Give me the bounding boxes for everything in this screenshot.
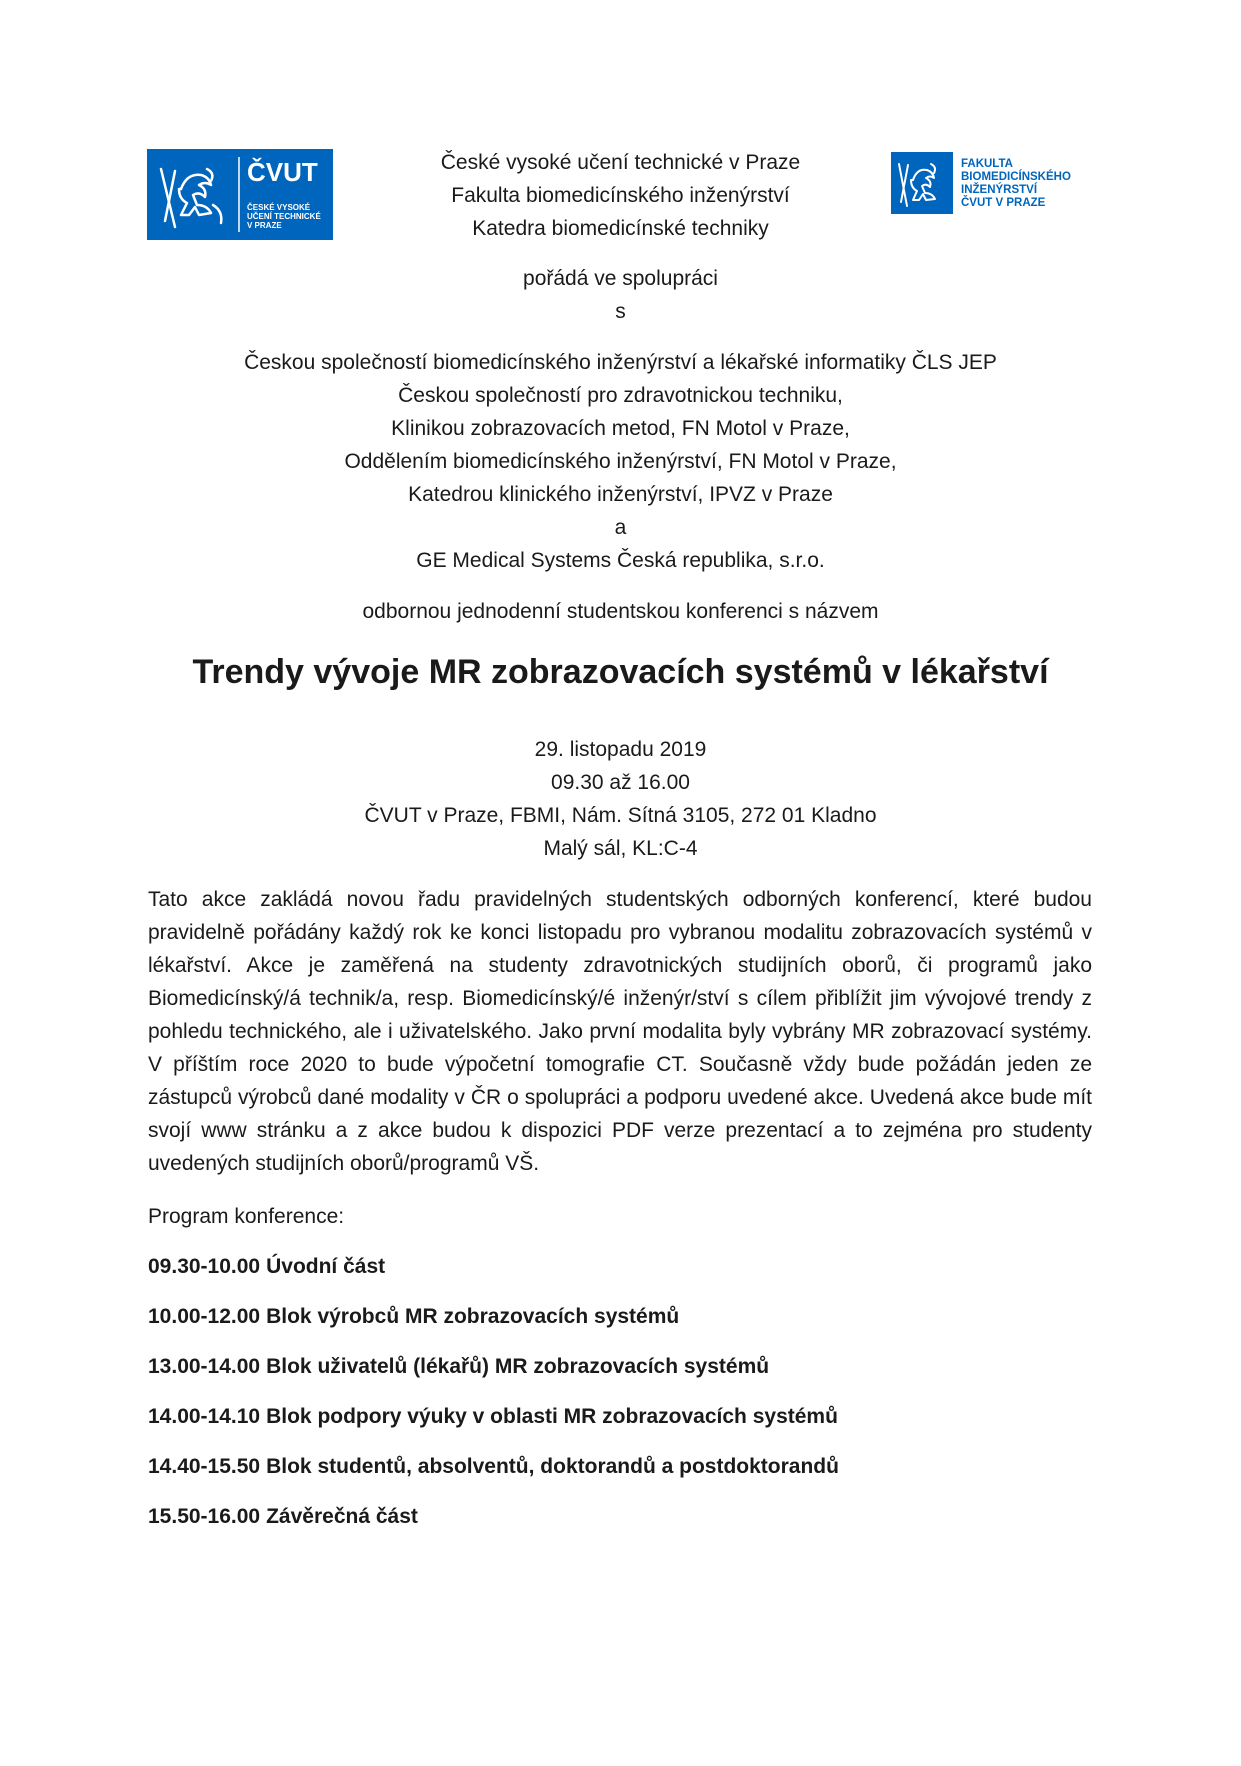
svg-text:BIOMEDICÍNSKÉHO: BIOMEDICÍNSKÉHO: [961, 171, 1071, 183]
program-item: [148, 1255, 385, 1279]
partner-line: Českou společností pro zdravotnickou techniku,: [398, 384, 843, 407]
svg-text:ČVUT: ČVUT: [247, 157, 318, 187]
partner-line: a: [614, 516, 627, 539]
program-item-name: Závěrečná část: [266, 1505, 418, 1528]
event-date: 29. listopadu 2019: [534, 738, 707, 761]
program-item-time: 10.00-12.00: [148, 1305, 261, 1328]
program-item-time: 14.00-14.10: [148, 1405, 261, 1428]
program-item-name: Blok podpory výuky v oblasti MR zobrazovacích systémů: [266, 1405, 838, 1428]
description-paragraph: Tato akce zakládá novou řadu pravidelných studentských odborných konferencí, které budou pravidelně pořádány každý rok ke konci listopadu pro vybranou modalitu zobrazovacích systémů v lékařství. Akce je zaměřená na studenty zdravotnických studijních oborů, či programů jako Biomedicínský/á technik/a, resp. Biomedicínský/é inženýr/ství s cílem přiblížit jim vývojové trendy z pohledu technického, ale i uživatelského. Jako první modalita byly vybrány MR zobrazovací systémy. V příštím roce 2020 to bude výpočetní tomografie CT. Současně vždy bude požádán jeden ze zástupců výrobců dané modality v ČR o spolupráci a podporu uvedené akce. Uvedená akce bude mít svojí www stránku a z akce budou k dispozici PDF verze prezentací a to zejména pro studenty uvedených studijních oborů/programů VŠ.: [148, 888, 1092, 1175]
program-item-name: Úvodní část: [266, 1255, 386, 1278]
partner-line: GE Medical Systems Česká republika, s.r.o.: [416, 549, 825, 572]
svg-text:UČENÍ TECHNICKÉ: UČENÍ TECHNICKÉ: [247, 212, 321, 221]
program-item-time: 09.30-10.00: [148, 1255, 261, 1278]
svg-text:INŽENÝRSTVÍ: INŽENÝRSTVÍ: [961, 184, 1038, 196]
partner-line: Českou společností biomedicínského inženýrství a lékařské informatiky ČLS JEP: [244, 351, 997, 374]
event-room: Malý sál, KL:C-4: [543, 837, 698, 860]
svg-text:ČVUT V PRAZE: ČVUT V PRAZE: [961, 197, 1046, 209]
program-item: [148, 1505, 418, 1529]
header-faculty: Fakulta biomedicínského inženýrství: [451, 184, 790, 207]
svg-text:FAKULTA: FAKULTA: [961, 158, 1013, 170]
header-university: České vysoké učení technické v Praze: [440, 151, 801, 174]
svg-text:ČESKÉ VYSOKÉ: ČESKÉ VYSOKÉ: [247, 203, 311, 212]
program-item-name: Blok uživatelů (lékařů) MR zobrazovacích systémů: [266, 1355, 770, 1378]
event-time: 09.30 až 16.00: [551, 771, 690, 794]
program-item-time: 15.50-16.00: [148, 1505, 261, 1528]
program-item: [148, 1455, 839, 1479]
header-department: Katedra biomedicínské techniky: [472, 217, 769, 240]
svg-text:V PRAZE: V PRAZE: [247, 221, 282, 230]
partner-line: Oddělením biomedicínského inženýrství, FN Motol v Praze,: [344, 450, 897, 473]
intro-organizes: pořádá ve spolupráci: [523, 267, 718, 290]
program-item-name: Blok výrobců MR zobrazovacích systémů: [266, 1305, 680, 1328]
program-item-time: 14.40-15.50: [148, 1455, 261, 1478]
program-item: [148, 1405, 838, 1429]
intro-with: s: [615, 300, 626, 323]
partner-line: Katedrou klinického inženýrství, IPVZ v Praze: [408, 483, 833, 506]
event-place: ČVUT v Praze, FBMI, Nám. Sítná 3105, 272 01 Kladno: [364, 804, 877, 827]
program-item: [148, 1305, 679, 1329]
conference-subtitle: odbornou jednodenní studentskou konferenci s názvem: [362, 600, 879, 623]
program-label: Program konference:: [148, 1205, 345, 1228]
program-item-time: 13.00-14.00: [148, 1355, 261, 1378]
program-item-name: Blok studentů, absolventů, doktorandů a postdoktorandů: [266, 1455, 839, 1478]
program-item: [148, 1355, 769, 1379]
partner-line: Klinikou zobrazovacích metod, FN Motol v Praze,: [391, 417, 850, 440]
conference-title: Trendy vývoje MR zobrazovacích systémů v lékařství: [192, 653, 1049, 691]
